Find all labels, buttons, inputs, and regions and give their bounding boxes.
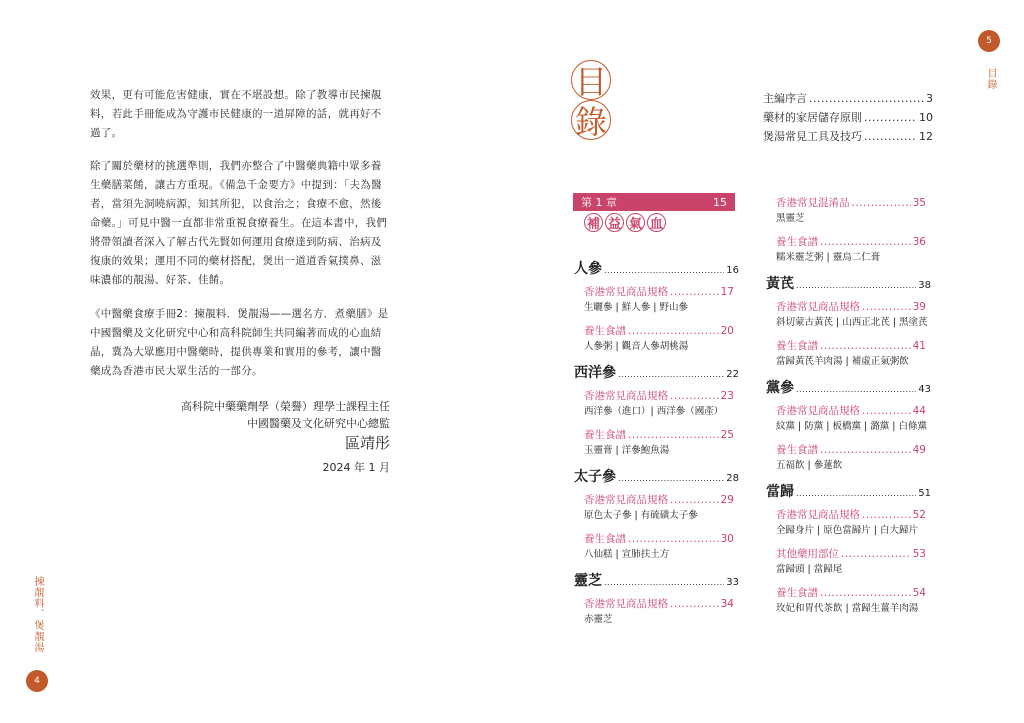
signature-date: 2024 年 1 月 bbox=[322, 461, 390, 474]
toc-items: 斜切蒙古黃芪 | 山西正北芪 | 黑塗芪 bbox=[776, 317, 928, 328]
signature-title-1: 高科院中藥藥劑學（榮譽）理學士課程主任 bbox=[181, 400, 390, 413]
toc-entry-title: 養生食譜 bbox=[776, 340, 818, 352]
toc-entry-page: 39 bbox=[912, 301, 926, 313]
toc-items: 玉靈膏 | 洋參鮑魚湯 bbox=[584, 445, 670, 456]
toc-items: 糯米靈芝粥 | 靈烏二仁膏 bbox=[776, 252, 881, 263]
dot-leader bbox=[628, 325, 719, 337]
front-matter-item[interactable]: 藥材的家居儲存原則 ..... 10 bbox=[763, 109, 933, 125]
front-matter-list bbox=[763, 90, 933, 144]
toc-items: 生曬參 | 鮮人參 | 野山參 bbox=[584, 302, 688, 313]
toc-entry-title: 靈芝 bbox=[574, 573, 602, 589]
toc-subsection[interactable] bbox=[584, 531, 734, 546]
chapter-title bbox=[584, 213, 666, 232]
toc-column-1 bbox=[574, 258, 744, 635]
dot-leader bbox=[604, 261, 724, 277]
toc-subsection[interactable] bbox=[584, 323, 734, 338]
toc-entry-title: 香港常見商品規格 bbox=[584, 494, 668, 506]
toc-subsection[interactable] bbox=[776, 338, 926, 353]
toc-entry-title: 黃芪 bbox=[766, 276, 794, 292]
toc-herb-heading[interactable] bbox=[766, 377, 931, 397]
dot-leader bbox=[820, 444, 911, 456]
toc-entry-page: 54 bbox=[912, 587, 926, 599]
chapter-page: 15 bbox=[713, 195, 727, 209]
toc-entry-page: 30 bbox=[720, 533, 734, 545]
dot-leader bbox=[820, 236, 911, 248]
toc-title-char-2: 錄 bbox=[571, 100, 611, 140]
toc-entry-title: 香港常見商品規格 bbox=[584, 390, 668, 402]
dot-leader bbox=[628, 429, 719, 441]
toc-items: 原色太子參 | 有硫磺太子參 bbox=[584, 510, 698, 521]
toc-items: 當歸黃芪羊肉湯 | 補虛正氣粥飲 bbox=[776, 356, 909, 367]
toc-entry-title: 香港常見商品規格 bbox=[776, 301, 860, 313]
toc-entry-title: 人參 bbox=[574, 261, 602, 277]
toc-entry-page: 16 bbox=[726, 265, 739, 276]
dot-leader bbox=[628, 533, 719, 545]
right-side-label: 目錄 bbox=[985, 68, 996, 90]
toc-subsection[interactable] bbox=[776, 442, 926, 457]
toc-subsection[interactable] bbox=[776, 234, 926, 249]
right-page-number: 5 bbox=[978, 30, 1000, 52]
toc-entry-page: 52 bbox=[912, 509, 926, 521]
toc-items: 紋黨 | 防黨 | 板橋黨 | 潞黨 | 白條黨 bbox=[776, 421, 927, 432]
front-matter-item[interactable]: 主編序言 ..... 3 bbox=[763, 90, 933, 106]
toc-entry-title: 養生食譜 bbox=[776, 444, 818, 456]
chapter-banner bbox=[573, 193, 735, 211]
toc-subsection[interactable] bbox=[776, 546, 926, 561]
toc-subsection[interactable] bbox=[776, 195, 926, 210]
toc-entry-page: 20 bbox=[720, 325, 734, 337]
toc-entry-title: 養生食譜 bbox=[776, 587, 818, 599]
toc-entry-title: 養生食譜 bbox=[584, 325, 626, 337]
dot-leader bbox=[862, 301, 911, 313]
toc-entry-page: 43 bbox=[918, 384, 931, 395]
dot-leader bbox=[841, 548, 911, 560]
toc-items: 當歸頭 | 當歸尾 bbox=[776, 564, 843, 575]
toc-items: 八仙糕 | 宣肺扶土方 bbox=[584, 549, 670, 560]
toc-entry-page: 44 bbox=[912, 405, 926, 417]
dot-leader bbox=[670, 598, 719, 610]
toc-subsection[interactable] bbox=[776, 299, 926, 314]
toc-entry-page: 36 bbox=[912, 236, 926, 248]
chapter-title-char: 補 bbox=[584, 213, 603, 232]
toc-entry-title: 香港常見商品規格 bbox=[776, 509, 860, 521]
toc-subsection[interactable] bbox=[584, 284, 734, 299]
toc-entry-title: 黨參 bbox=[766, 380, 794, 396]
dot-leader bbox=[670, 286, 719, 298]
dot-leader bbox=[604, 573, 724, 589]
paragraph-2: 除了關於藥材的挑選準則，我們亦整合了中醫藥典籍中眾多養生藥膳菜餚，讓古方重現。《備急千金要方》中提到：「夫為醫者，當須先洞曉病源，知其所犯，以食治之；食療不愈，然後命藥。」可見中醫一直都非常重視食療養生。在這本書中，我們將帶領讀者深入了解古代先賢如何運用食療達到防病、治病及復康的效果；運用不同的藥材搭配，煲出一道道香氣撲鼻、滋味濃郁的靚湯、好茶、佳餚。 bbox=[90, 160, 388, 286]
toc-entry-page: 35 bbox=[912, 197, 926, 209]
dot-leader bbox=[820, 340, 911, 352]
toc-items: 黑靈芝 bbox=[776, 213, 805, 224]
toc-subsection[interactable] bbox=[776, 585, 926, 600]
toc-subsection[interactable] bbox=[584, 388, 734, 403]
dot-leader bbox=[618, 469, 724, 485]
toc-entry-title: 其他藥用部位 bbox=[776, 548, 839, 560]
left-page-number: 4 bbox=[26, 670, 48, 692]
chapter-title-char: 益 bbox=[605, 213, 624, 232]
dot-leader bbox=[796, 484, 916, 500]
toc-entry-page: 25 bbox=[720, 429, 734, 441]
toc-subsection[interactable] bbox=[584, 492, 734, 507]
front-matter-item[interactable]: 煲湯常見工具及技巧 ..... 12 bbox=[763, 128, 933, 144]
toc-items: 西洋參（進口）| 西洋參（國產） bbox=[584, 406, 724, 417]
paragraph-3: 《中醫藥食療手冊2：揀靚料．煲靚湯——選名方．煮藥膳》是中國醫藥及文化研究中心和高科院師生共同編著而成的心血結晶，冀為大眾應用中醫藥時，提供專業和實用的參考，讓中醫藥成為香港市民大眾生活的一部分。 bbox=[90, 308, 389, 377]
dot-leader bbox=[852, 197, 911, 209]
toc-entry-title: 養生食譜 bbox=[584, 533, 626, 545]
toc-subsection[interactable] bbox=[776, 403, 926, 418]
toc-title-char-1: 目 bbox=[571, 60, 611, 100]
toc-herb-heading[interactable] bbox=[766, 481, 931, 501]
toc-subsection[interactable] bbox=[584, 596, 734, 611]
toc-entry-page: 41 bbox=[912, 340, 926, 352]
dot-leader bbox=[796, 380, 916, 396]
toc-entry-title: 香港常見商品規格 bbox=[584, 286, 668, 298]
toc-items: 玫妃和胃代茶飲 | 當歸生薑羊肉湯 bbox=[776, 603, 919, 614]
dot-leader bbox=[862, 405, 911, 417]
toc-entry-title: 西洋參 bbox=[574, 365, 616, 381]
toc-herb-heading[interactable] bbox=[574, 258, 739, 278]
chapter-title-char: 氣 bbox=[626, 213, 645, 232]
toc-items: 全歸身片 | 原色當歸片 | 白大歸片 bbox=[776, 525, 918, 536]
toc-entry-page: 49 bbox=[912, 444, 926, 456]
toc-entry-page: 33 bbox=[726, 577, 739, 588]
toc-items: 赤靈芝 bbox=[584, 614, 613, 625]
dot-leader bbox=[618, 365, 724, 381]
toc-herb-heading[interactable] bbox=[574, 362, 739, 382]
dot-leader bbox=[670, 494, 719, 506]
dot-leader bbox=[820, 587, 911, 599]
toc-entry-page: 28 bbox=[726, 473, 739, 484]
toc-entry-title: 香港常見商品規格 bbox=[776, 405, 860, 417]
dot-leader bbox=[796, 276, 916, 292]
toc-column-2 bbox=[766, 195, 936, 624]
toc-entry-page: 53 bbox=[912, 548, 926, 560]
toc-entry-page: 17 bbox=[720, 286, 734, 298]
toc-entry-title: 養生食譜 bbox=[776, 236, 818, 248]
paragraph-1: 效果，更有可能危害健康，實在不堪設想。除了教導市民揀靚料，若此手冊能成為守護市民健康的一道屏障的話，就再好不過了。 bbox=[90, 89, 382, 139]
toc-herb-heading[interactable] bbox=[574, 570, 739, 590]
chapter-label: 第 1 章 bbox=[581, 196, 617, 209]
signature-title-2: 中國醫藥及文化研究中心總監 bbox=[247, 417, 390, 430]
toc-herb-heading[interactable] bbox=[574, 466, 739, 486]
signature-name: 區靖彤 bbox=[344, 434, 390, 452]
toc-subsection[interactable] bbox=[584, 427, 734, 442]
toc-entry-page: 51 bbox=[918, 488, 931, 499]
toc-entry-title: 養生食譜 bbox=[584, 429, 626, 441]
toc-entry-page: 29 bbox=[720, 494, 734, 506]
dot-leader bbox=[862, 509, 911, 521]
toc-subsection[interactable] bbox=[776, 507, 926, 522]
toc-entry-page: 34 bbox=[720, 598, 734, 610]
toc-entry-title: 香港常見商品規格 bbox=[584, 598, 668, 610]
toc-entry-title: 香港常見混淆品 bbox=[776, 197, 850, 209]
left-side-label: 揀靚料．煲靚湯 bbox=[32, 576, 43, 653]
toc-herb-heading[interactable] bbox=[766, 273, 931, 293]
toc-entry-page: 22 bbox=[726, 369, 739, 380]
toc-entry-page: 23 bbox=[720, 390, 734, 402]
toc-items: 五福飲 | 參蓮飲 bbox=[776, 460, 843, 471]
toc-items: 人參粥 | 觀音人參胡桃湯 bbox=[584, 341, 689, 352]
chapter-title-char: 血 bbox=[647, 213, 666, 232]
dot-leader bbox=[670, 390, 719, 402]
toc-entry-title: 太子參 bbox=[574, 469, 616, 485]
toc-entry-title: 當歸 bbox=[766, 484, 794, 500]
toc-entry-page: 38 bbox=[918, 280, 931, 291]
